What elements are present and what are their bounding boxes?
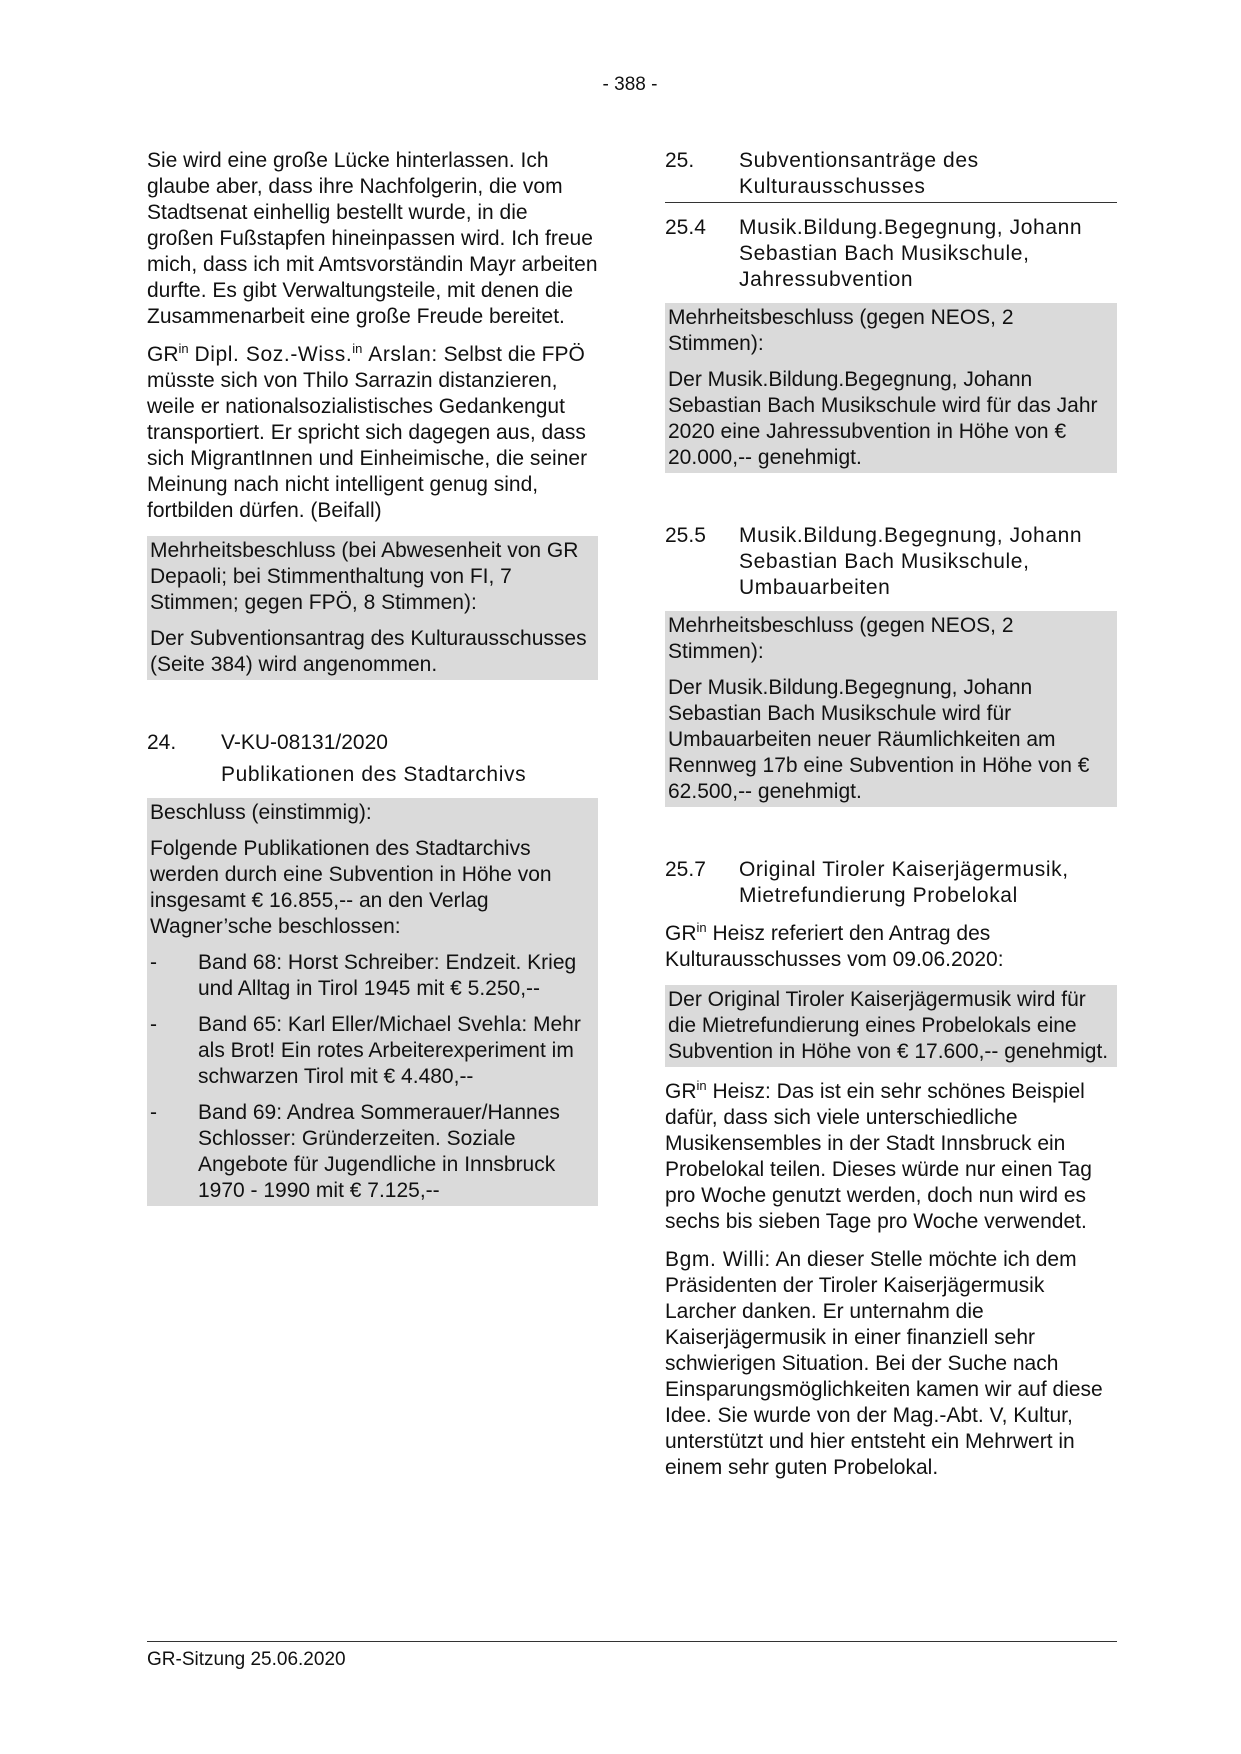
footer: GR-Sitzung 25.06.2020 (147, 1649, 346, 1670)
item-25-7-motion: Der Original Tiroler Kaiserjägermusik wird für die Mietrefundierung eines Probelokals eine Subvention in Höhe von € 17.600,-- genehmigt. (668, 988, 1109, 1063)
heisz-statement: $GR^{in}$ Heisz: Das ist ein sehr schönes Beispiel dafür, dass sich viele unterschiedliche Musikensembles in der Stadt Innsbruck ein Probelokal teilen. Dieses würde nur einen Tag pro Woche genutzt werden, doch nun wird es sechs bis sieben Tage pro Woche verwendet. (665, 1078, 1092, 1233)
footer-divider (147, 1641, 1117, 1642)
list-item: - Band 69: Andrea Sommerauer/Hannes Schlosser: Gründerzeiten. Soziale Angebote für Jugendliche in Innsbruck 1970 - 1990 mit € 7.125,-- (150, 1101, 560, 1202)
item-24-code: V-KU-08131/2020 (221, 731, 388, 754)
section-25-number: 25. (665, 149, 695, 172)
item-24-resolution: Beschluss (einstimmig): (150, 801, 372, 824)
section-25-heading (665, 148, 1117, 203)
item-25-7-title: Original Tiroler Kaiserjägermusik, Mietrefundierung Probelokal (739, 858, 1069, 907)
resolution-1: Mehrheitsbeschluss (bei Abwesenheit von GR Depaoli; bei Stimmenthaltung von FI, 7 Stimmen; gegen FPÖ, 8 Stimmen): (150, 539, 579, 614)
item-24-number: 24. (147, 731, 177, 754)
list-item: - Band 68: Horst Schreiber: Endzeit. Krieg und Alltag in Tirol 1945 mit € 5.250,-- (150, 951, 577, 1000)
resolution-1-text: Der Subventionsantrag des Kulturausschusses (Seite 384) wird angenommen. (150, 627, 587, 676)
section-25-title: Subventionsanträge des Kulturausschusses (739, 149, 979, 198)
item-25-5-resolution-block (665, 611, 1117, 807)
item-25-5-resolution: Mehrheitsbeschluss (gegen NEOS, 2 Stimmen): (668, 614, 1014, 663)
item-25-7-heading (665, 857, 1117, 909)
willi-statement: Bgm. Willi: An dieser Stelle möchte ich dem Präsidenten der Tiroler Kaiserjägermusik Larcher danken. Er unternahm die Kaiserjägermusik in einer finanziell sehr schwierigen Situation. Bei der Suche nach Einsparungsmöglichkeiten kamen wir auf diese Idee. Sie wurde von der Mag.-Abt. V, Kultur, unterstützt und hier entsteht ein Mehrwert in einem sehr guten Probelokal. (665, 1248, 1103, 1479)
item-25-4-text: Der Musik.Bildung.Begegnung, Johann Sebastian Bach Musikschule wird für das Jahr 2020 eine Jahressubvention in Höhe von € 20.000,-- genehmigt. (668, 368, 1098, 469)
item-25-7-motion-block (665, 985, 1117, 1067)
item-25-7-number: 25.7 (665, 858, 706, 881)
item-24-title-row (147, 762, 598, 788)
left-column (147, 148, 598, 1218)
page-number: - 388 - (602, 74, 658, 95)
item-25-4-resolution-block (665, 303, 1117, 473)
item-25-5-text: Der Musik.Bildung.Begegnung, Johann Sebastian Bach Musikschule wird für Umbauarbeiten neuer Räumlichkeiten am Rennweg 17b eine Subvention in Höhe von € 62.500,-- genehmigt. (668, 676, 1090, 803)
item-24-text: Folgende Publikationen des Stadtarchivs werden durch eine Subvention in Höhe von insgesamt € 16.855,-- an den Verlag Wagner’sche beschlossen: (150, 837, 552, 938)
resolution-block-1 (147, 536, 598, 680)
item-24-title: Publikationen des Stadtarchivs (221, 763, 527, 786)
item-25-5-title: Musik.Bildung.Begegnung, Johann Sebastian Bach Musikschule, Umbauarbeiten (739, 524, 1083, 599)
item-24-resolution-block (147, 798, 598, 1206)
item-25-4-title: Musik.Bildung.Begegnung, Johann Sebastian Bach Musikschule, Jahressubvention (739, 216, 1083, 291)
intro-paragraph: Sie wird eine große Lücke hinterlassen. Ich glaube aber, dass ihre Nachfolgerin, die vom Stadtsenat einhellig bestellt wurde, in die großen Fußstapfen hineinpassen wird. Ich freue mich, dass ich mit Amtsvorständin Mayr arbeiten durfte. Es gibt Verwaltungsteile, mit denen die Zusammenarbeit eine große Freude bereitet. (147, 149, 598, 328)
item-25-4-resolution: Mehrheitsbeschluss (gegen NEOS, 2 Stimmen): (668, 306, 1014, 355)
item-24-heading (147, 730, 598, 756)
list-item: - Band 65: Karl Eller/Michael Svehla: Mehr als Brot! Ein rotes Arbeiterexperiment im schwarzen Tirol mit € 4.480,-- (150, 1013, 581, 1088)
item-25-5-number: 25.5 (665, 524, 706, 547)
item-25-5-heading (665, 523, 1117, 601)
item-25-4-heading (665, 215, 1117, 293)
right-column (665, 148, 1117, 1491)
item-25-4-number: 25.4 (665, 216, 706, 239)
arslan-statement: $GR^{in}$ Dipl. Soz.-Wiss.$^{in}$ Arslan: Selbst die FPÖ müsste sich von Thilo Sarrazin distanzieren, weile er nationalsozialistisches Gedankengut transportiert. Er spricht sich dagegen aus, dass sich MigrantInnen und Einheimische, die seiner Meinung nach nicht intelligent genug sind, fortbilden dürfen. (Beifall) (147, 341, 588, 522)
item-25-7-report: $GR^{in}$ Heisz referiert den Antrag des Kulturausschusses vom 09.06.2020: (665, 920, 1004, 971)
